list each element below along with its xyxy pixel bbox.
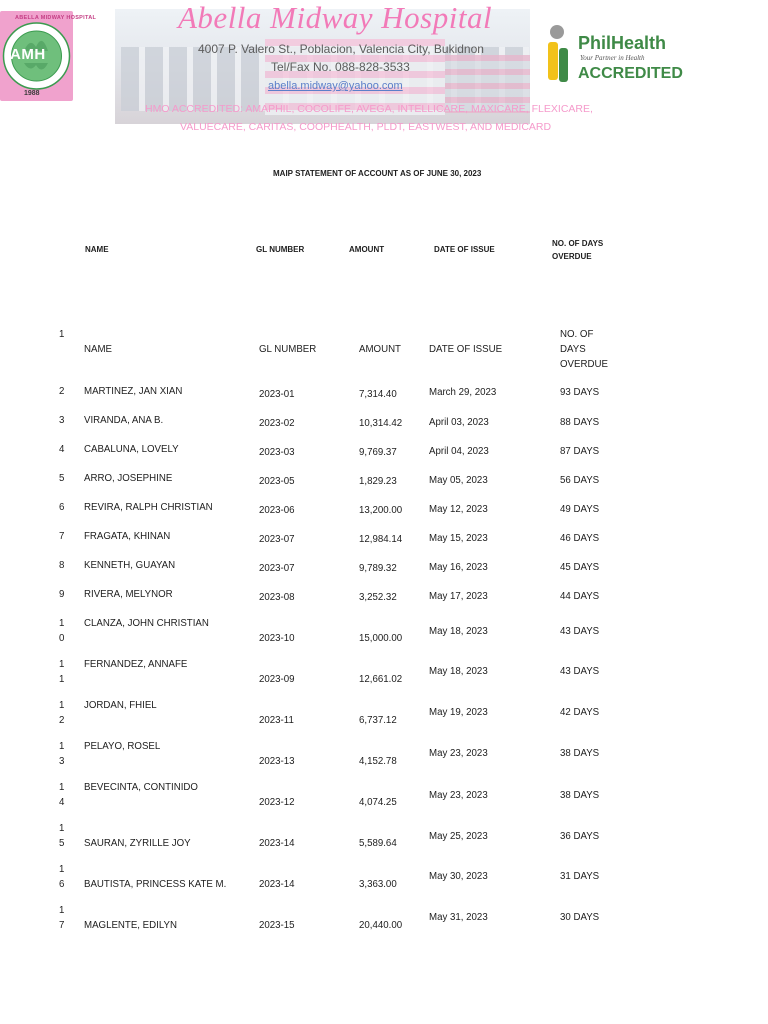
row-date-of-issue: April 04, 2023 bbox=[429, 446, 489, 457]
row-name: KENNETH, GUAYAN bbox=[84, 560, 176, 571]
row-date-of-issue: May 25, 2023 bbox=[429, 831, 488, 842]
row-date-of-issue: May 17, 2023 bbox=[429, 591, 488, 602]
row-number: 4 bbox=[59, 444, 65, 455]
row-date-of-issue: May 18, 2023 bbox=[429, 626, 488, 637]
row-amount: 12,661.02 bbox=[359, 674, 403, 685]
row-name: VIRANDA, ANA B. bbox=[84, 415, 164, 426]
row-number-digit1: 1 bbox=[59, 864, 65, 875]
row-gl-number: 2023-05 bbox=[259, 476, 295, 487]
row-gl-number: 2023-14 bbox=[259, 879, 295, 890]
row-days-overdue: 42 DAYS bbox=[560, 707, 600, 718]
row-gl-number: 2023-12 bbox=[259, 797, 295, 808]
row-days-overdue: 31 DAYS bbox=[560, 871, 600, 882]
row-gl-number: 2023-01 bbox=[259, 389, 295, 400]
row-date-of-issue: May 23, 2023 bbox=[429, 790, 488, 801]
col-header-name: NAME bbox=[85, 245, 109, 254]
row-date-of-issue: May 23, 2023 bbox=[429, 748, 488, 759]
row-number: 1 bbox=[59, 329, 65, 340]
table-header-amount: AMOUNT bbox=[359, 344, 401, 355]
row-amount: 9,789.32 bbox=[359, 563, 397, 574]
row-name: ARRO, JOSEPHINE bbox=[84, 473, 173, 484]
row-number-digit1: 1 bbox=[59, 823, 65, 834]
row-amount: 20,440.00 bbox=[359, 920, 403, 931]
row-name: BEVECINTA, CONTINIDO bbox=[84, 782, 198, 793]
row-gl-number: 2023-13 bbox=[259, 756, 295, 767]
hospital-address: 4007 P. Valero St., Poblacion, Valencia City, Bukidnon bbox=[198, 42, 484, 56]
hmo-accreditation-line1: HMO ACCREDITED: AMAPHIL, COCOLIFE, AVEGA, INTELLICARE, MAXICARE, FLEXICARE, bbox=[145, 103, 593, 115]
table-header-name: NAME bbox=[84, 344, 112, 355]
row-days-overdue: 44 DAYS bbox=[560, 591, 600, 602]
row-amount: 4,152.78 bbox=[359, 756, 397, 767]
row-name: BAUTISTA, PRINCESS KATE M. bbox=[84, 879, 227, 890]
row-name: MARTINEZ, JAN XIAN bbox=[84, 386, 183, 397]
row-days-overdue: 38 DAYS bbox=[560, 748, 600, 759]
table-header-date-of-issue: DATE OF ISSUE bbox=[429, 344, 503, 355]
row-amount: 3,252.32 bbox=[359, 592, 397, 603]
row-gl-number: 2023-14 bbox=[259, 838, 295, 849]
table-header-days-line3: OVERDUE bbox=[560, 359, 608, 370]
row-date-of-issue: May 12, 2023 bbox=[429, 504, 488, 515]
row-date-of-issue: May 05, 2023 bbox=[429, 475, 488, 486]
row-number: 6 bbox=[59, 502, 65, 513]
col-header-days-overdue-line1: NO. OF DAYS bbox=[552, 239, 604, 248]
row-number-digit1: 1 bbox=[59, 659, 65, 670]
row-gl-number: 2023-06 bbox=[259, 505, 295, 516]
hospital-name: Abella Midway Hospital bbox=[178, 0, 493, 35]
row-gl-number: 2023-02 bbox=[259, 418, 295, 429]
philhealth-person-icon bbox=[545, 22, 577, 92]
row-days-overdue: 45 DAYS bbox=[560, 562, 600, 573]
row-amount: 13,200.00 bbox=[359, 505, 403, 516]
row-days-overdue: 36 DAYS bbox=[560, 831, 600, 842]
table-header-days-line2: DAYS bbox=[560, 344, 586, 355]
hospital-phone: Tel/Fax No. 088-828-3533 bbox=[271, 60, 410, 74]
row-date-of-issue: May 31, 2023 bbox=[429, 912, 488, 923]
row-number-digit1: 1 bbox=[59, 700, 65, 711]
row-number-digit2: 4 bbox=[59, 797, 65, 808]
col-header-gl-number: GL NUMBER bbox=[256, 245, 305, 254]
table-header-days-line1: NO. OF bbox=[560, 329, 594, 340]
row-amount: 3,363.00 bbox=[359, 879, 397, 890]
row-gl-number: 2023-09 bbox=[259, 674, 295, 685]
col-header-amount: AMOUNT bbox=[349, 245, 385, 254]
row-amount: 1,829.23 bbox=[359, 476, 397, 487]
row-number: 2 bbox=[59, 386, 65, 397]
row-name: MAGLENTE, EDILYN bbox=[84, 920, 177, 931]
philhealth-brand: PhilHealth bbox=[578, 33, 667, 53]
row-name: JORDAN, FHIEL bbox=[84, 700, 157, 711]
row-gl-number: 2023-11 bbox=[259, 715, 294, 726]
row-days-overdue: 43 DAYS bbox=[560, 626, 600, 637]
row-name: CLANZA, JOHN CHRISTIAN bbox=[84, 618, 209, 629]
col-header-days-overdue-line2: OVERDUE bbox=[552, 252, 592, 261]
row-amount: 4,074.25 bbox=[359, 797, 397, 808]
row-amount: 9,769.37 bbox=[359, 447, 397, 458]
table-header-gl-number: GL NUMBER bbox=[259, 344, 317, 355]
row-amount: 5,589.64 bbox=[359, 838, 397, 849]
row-days-overdue: 88 DAYS bbox=[560, 417, 600, 428]
row-number-digit2: 5 bbox=[59, 838, 65, 849]
row-amount: 7,314.40 bbox=[359, 389, 397, 400]
row-number: 9 bbox=[59, 589, 65, 600]
row-number-digit2: 3 bbox=[59, 756, 65, 767]
row-days-overdue: 87 DAYS bbox=[560, 446, 600, 457]
row-date-of-issue: May 16, 2023 bbox=[429, 562, 488, 573]
row-date-of-issue: April 03, 2023 bbox=[429, 417, 489, 428]
philhealth-accredited: ACCREDITED bbox=[578, 65, 683, 82]
row-days-overdue: 93 DAYS bbox=[560, 387, 600, 398]
row-name: CABALUNA, LOVELY bbox=[84, 444, 179, 455]
row-name: RIVERA, MELYNOR bbox=[84, 589, 173, 600]
row-days-overdue: 49 DAYS bbox=[560, 504, 600, 515]
row-number-digit2: 2 bbox=[59, 715, 65, 726]
row-number: 3 bbox=[59, 415, 65, 426]
seal-year: 1988 bbox=[24, 90, 40, 97]
row-number-digit2: 6 bbox=[59, 879, 65, 890]
row-gl-number: 2023-10 bbox=[259, 633, 295, 644]
row-days-overdue: 56 DAYS bbox=[560, 475, 600, 486]
row-amount: 12,984.14 bbox=[359, 534, 403, 545]
seal-ring-text: ABELLA MIDWAY HOSPITAL bbox=[15, 15, 97, 21]
row-amount: 15,000.00 bbox=[359, 633, 403, 644]
row-amount: 10,314.42 bbox=[359, 418, 403, 429]
row-date-of-issue: May 19, 2023 bbox=[429, 707, 488, 718]
document-title: MAIP STATEMENT OF ACCOUNT AS OF JUNE 30, 2023 bbox=[273, 169, 482, 178]
row-days-overdue: 46 DAYS bbox=[560, 533, 600, 544]
row-gl-number: 2023-15 bbox=[259, 920, 295, 931]
row-days-overdue: 30 DAYS bbox=[560, 912, 600, 923]
row-name: REVIRA, RALPH CHRISTIAN bbox=[84, 502, 213, 513]
row-name: SAURAN, ZYRILLE JOY bbox=[84, 838, 191, 849]
row-gl-number: 2023-08 bbox=[259, 592, 295, 603]
row-date-of-issue: May 18, 2023 bbox=[429, 666, 488, 677]
row-date-of-issue: March 29, 2023 bbox=[429, 387, 497, 398]
row-gl-number: 2023-07 bbox=[259, 563, 295, 574]
seal-abbreviation: AMH bbox=[10, 46, 46, 63]
row-name: FERNANDEZ, ANNAFE bbox=[84, 659, 188, 670]
row-number-digit1: 1 bbox=[59, 905, 65, 916]
row-number: 7 bbox=[59, 531, 65, 542]
row-number: 5 bbox=[59, 473, 65, 484]
hospital-email-link[interactable]: abella.midway@yahoo.com bbox=[268, 80, 403, 92]
hmo-accreditation-line2: VALUECARE, CARITAS, COOPHEALTH, PLDT, EASTWEST, AND MEDICARD bbox=[180, 121, 552, 133]
row-number-digit1: 1 bbox=[59, 741, 65, 752]
row-date-of-issue: May 15, 2023 bbox=[429, 533, 488, 544]
row-gl-number: 2023-07 bbox=[259, 534, 295, 545]
row-date-of-issue: May 30, 2023 bbox=[429, 871, 488, 882]
row-number: 8 bbox=[59, 560, 65, 571]
row-name: FRAGATA, KHINAN bbox=[84, 531, 171, 542]
row-number-digit2: 0 bbox=[59, 633, 65, 644]
philhealth-tagline: Your Partner in Health bbox=[580, 54, 645, 62]
row-name: PELAYO, ROSEL bbox=[84, 741, 161, 752]
row-amount: 6,737.12 bbox=[359, 715, 397, 726]
row-days-overdue: 43 DAYS bbox=[560, 666, 600, 677]
row-number-digit2: 1 bbox=[59, 674, 65, 685]
row-number-digit2: 7 bbox=[59, 920, 65, 931]
row-number-digit1: 1 bbox=[59, 618, 65, 629]
row-days-overdue: 38 DAYS bbox=[560, 790, 600, 801]
row-gl-number: 2023-03 bbox=[259, 447, 295, 458]
row-number-digit1: 1 bbox=[59, 782, 65, 793]
col-header-date-of-issue: DATE OF ISSUE bbox=[434, 245, 495, 254]
